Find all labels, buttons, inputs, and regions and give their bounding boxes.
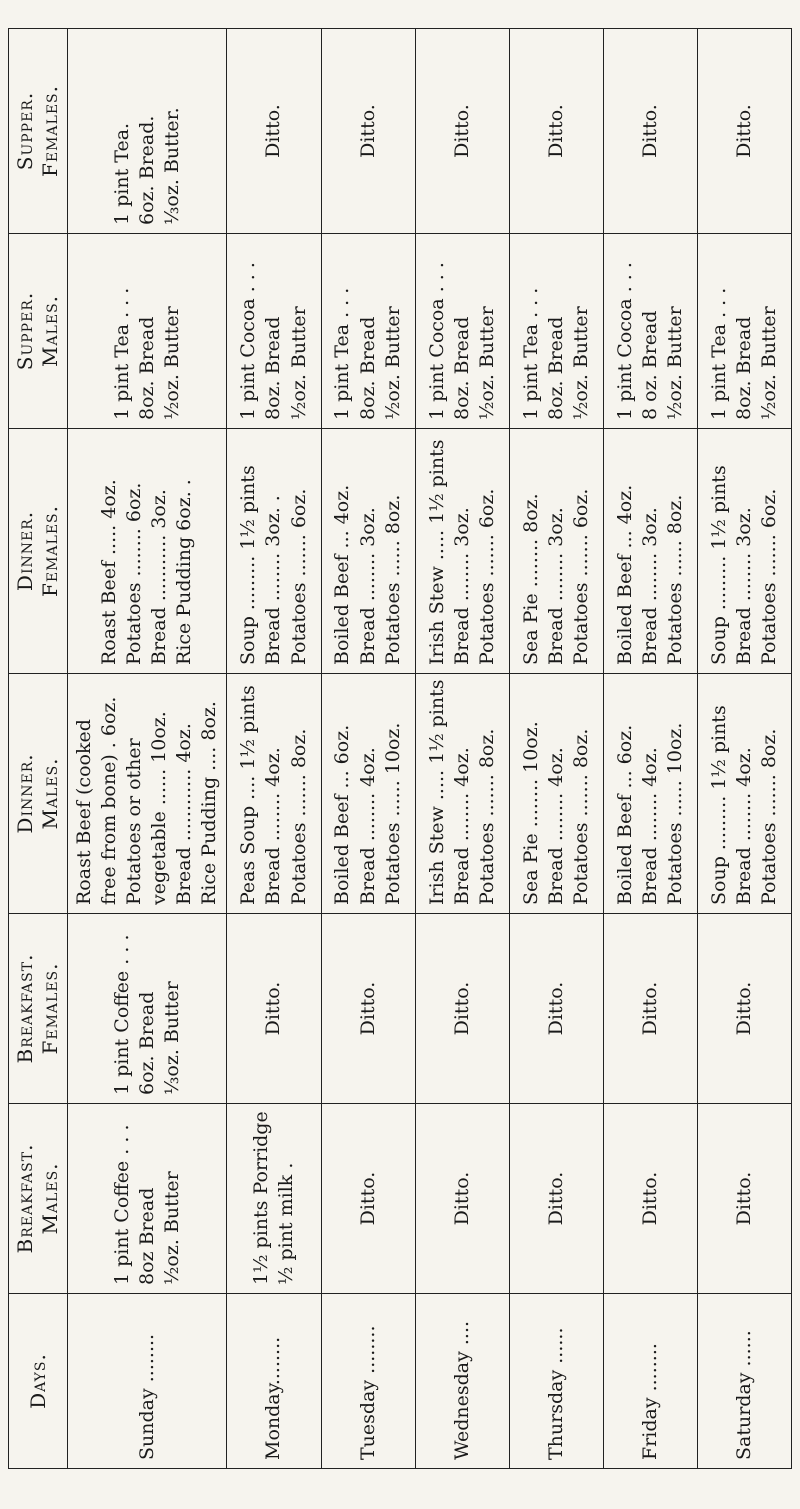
cell-dinner-males [68, 674, 227, 914]
header-line: Supper. [13, 91, 37, 171]
diet-body [68, 29, 792, 1469]
cell-line: 1 pint Tea . . . [110, 287, 133, 420]
cell-line: Potatoes or other [123, 738, 146, 905]
cell-breakfast-males [227, 1104, 321, 1294]
cell-line: Ditto. [732, 104, 755, 158]
cell-supper-males [321, 234, 415, 429]
header-supper-males [9, 234, 68, 429]
header-dinner-females [9, 429, 68, 674]
cell-line: 6oz. Bread. [135, 115, 158, 225]
cell-line: Roast Beef ..... 4oz. [98, 479, 121, 665]
cell-line: Potatoes ...... 10oz. [663, 722, 686, 905]
cell-line: Ditto. [544, 981, 567, 1036]
header-line: Breakfast. [13, 1143, 37, 1254]
cell-line: 1½ pints Porridge [249, 1111, 272, 1285]
cell-breakfast-males [68, 1104, 227, 1294]
cell-line: Potatoes ...... 8oz. [381, 494, 404, 665]
cell-supper-males [68, 234, 227, 429]
cell-line: Ditto. [356, 104, 379, 158]
cell-line: Boiled Beef ... 4oz. [331, 484, 354, 665]
cell-dinner-males [227, 674, 321, 914]
cell-dinner-males [415, 674, 509, 914]
cell-day: Sunday ........ [68, 1294, 227, 1469]
cell-line: Bread ........ 3oz. [544, 507, 567, 665]
cell-supper-males [227, 234, 321, 429]
cell-line: Soup ......... 1½ pints [707, 705, 730, 905]
cell-line: 1 pint Tea. [110, 122, 133, 225]
table-row [509, 29, 603, 1469]
cell-dinner-females [321, 429, 415, 674]
header-line: Breakfast. [13, 953, 37, 1064]
cell-line: 8oz. Bread [732, 316, 755, 420]
header-breakfast-males [9, 1104, 68, 1294]
cell-line: Ditto. [638, 1171, 661, 1226]
cell-breakfast-females [68, 914, 227, 1104]
cell-breakfast-females [415, 914, 509, 1104]
cell-line: Bread ........... 3oz. [148, 489, 171, 665]
cell-line: free from bone) . 6oz. [98, 696, 121, 905]
cell-line: 8oz. Bread [262, 316, 285, 420]
cell-line: ½oz. Butter [663, 306, 686, 420]
header-line: Supper. [13, 291, 37, 371]
header-line: Females. [38, 505, 62, 598]
cell-line: ½oz. Butter [287, 306, 310, 420]
cell-line: Boiled Beef ... 6oz. [331, 724, 354, 905]
header-line: Males. [38, 757, 62, 830]
cell-line: Potatoes ....... 6oz. [287, 488, 310, 665]
cell-line: Ditto. [262, 981, 285, 1036]
cell-line: Bread ........ 4oz. [356, 747, 379, 905]
cell-dinner-females [697, 429, 791, 674]
header-line: Males. [38, 294, 62, 368]
header-dinner-males [9, 674, 68, 914]
cell-breakfast-females [321, 914, 415, 1104]
cell-line: Ditto. [732, 981, 755, 1036]
header-line: Dinner. [13, 753, 37, 834]
cell-line: 8oz. Bread [356, 316, 379, 420]
cell-line: 8oz. Bread [544, 316, 567, 420]
cell-line: Roast Beef (cooked [73, 719, 95, 905]
cell-line: Potatoes ....... 8oz. [475, 728, 498, 905]
cell-line: Bread ........ 3oz. [638, 507, 661, 665]
cell-breakfast-females [603, 914, 697, 1104]
cell-breakfast-males [603, 1104, 697, 1294]
cell-line: 8oz. Bread [450, 316, 473, 420]
cell-breakfast-females [697, 914, 791, 1104]
cell-breakfast-females [227, 914, 321, 1104]
table-row [68, 29, 227, 1469]
header-line: Females. [38, 962, 62, 1055]
cell-line: Irish Stew ..... 1½ pints [425, 439, 448, 665]
cell-line: Sea Pie ........ 8oz. [519, 493, 542, 665]
cell-line: Bread ........ 4oz. [638, 747, 661, 905]
cell-line: 1 pint Tea . . . [331, 287, 354, 420]
cell-line: Ditto. [450, 1171, 473, 1226]
cell-line: Ditto. [638, 104, 661, 158]
cell-line: ⅓oz. Butter [160, 981, 183, 1095]
cell-line: Peas Soup .... 1½ pints [237, 685, 260, 905]
cell-line: ½ pint milk . [275, 1162, 297, 1285]
cell-line: 1 pint Cocoa . . . [237, 262, 260, 420]
cell-line: Ditto. [262, 104, 285, 158]
cell-day: Wednesday .... [415, 1294, 509, 1469]
cell-line: Bread ........ 3oz. . [262, 495, 285, 665]
cell-line: Sea Pie ........ 10oz. [519, 721, 542, 905]
cell-breakfast-males [509, 1104, 603, 1294]
cell-line: Ditto. [544, 104, 567, 158]
cell-line: 1 pint Tea . . . [519, 287, 542, 420]
cell-supper-females [227, 29, 321, 234]
table-row [415, 29, 509, 1469]
cell-line: Boiled Beef ... 4oz. [613, 484, 636, 665]
cell-line: Potatoes ....... 6oz. [757, 488, 780, 665]
cell-line: Ditto. [356, 981, 379, 1036]
table-row [321, 29, 415, 1469]
table-row [697, 29, 791, 1469]
cell-day: Monday........ [227, 1294, 321, 1469]
cell-line: ⅓oz. Butter. [160, 107, 183, 225]
cell-line: 8oz. Bread [135, 316, 158, 420]
cell-dinner-males [697, 674, 791, 914]
cell-dinner-females [509, 429, 603, 674]
cell-line: Bread ........ 4oz. [544, 747, 567, 905]
header-row [9, 29, 68, 1469]
cell-line: Potatoes ....... 6oz. [475, 488, 498, 665]
cell-day: Saturday ...... [697, 1294, 791, 1469]
cell-line: ½oz. Butter [569, 306, 592, 420]
header-supper-females [9, 29, 68, 234]
cell-breakfast-males [321, 1104, 415, 1294]
cell-line: Potatoes ...... 10oz. [381, 722, 404, 905]
table-row [227, 29, 321, 1469]
cell-line: 6oz. Bread [135, 991, 158, 1095]
cell-line: Potatoes ....... 8oz. [757, 728, 780, 905]
cell-line: Potatoes ........ 6oz. [123, 482, 146, 665]
cell-breakfast-females [509, 914, 603, 1104]
cell-breakfast-males [415, 1104, 509, 1294]
cell-line: ½oz. Butter [381, 306, 404, 420]
cell-line: ½oz. Butter [475, 306, 498, 420]
cell-dinner-males [321, 674, 415, 914]
cell-dinner-females [68, 429, 227, 674]
cell-line: Bread ........ 4oz. [450, 747, 473, 905]
cell-dinner-females [415, 429, 509, 674]
cell-supper-males [415, 234, 509, 429]
cell-line: Soup ......... 1½ pints [237, 465, 260, 665]
cell-dinner-females [603, 429, 697, 674]
cell-line: ½oz. Butter [160, 1171, 183, 1285]
diet-table [8, 28, 792, 1469]
cell-supper-females [415, 29, 509, 234]
table-row [603, 29, 697, 1469]
cell-line: Ditto. [450, 981, 473, 1036]
cell-dinner-males [603, 674, 697, 914]
cell-line: Ditto. [450, 104, 473, 158]
cell-line: Rice Pudding 6oz. . [173, 479, 196, 665]
cell-line: 1 pint Cocoa . . . [425, 262, 448, 420]
cell-line: Ditto. [544, 1171, 567, 1226]
cell-line: Bread ........ 4oz. [262, 747, 285, 905]
cell-supper-females [321, 29, 415, 234]
cell-supper-females [68, 29, 227, 234]
cell-line: Potatoes ....... 6oz. [569, 488, 592, 665]
cell-line: Boiled Beef ... 6oz. [613, 724, 636, 905]
header-line: Males. [38, 1162, 62, 1235]
cell-line: Soup ......... 1½ pints [707, 465, 730, 665]
cell-line: Bread ........ 3oz. [356, 507, 379, 665]
cell-line: ½oz. Butter [160, 306, 183, 420]
cell-line: 1 pint Coffee . . . [110, 1124, 133, 1285]
cell-line: Rice Pudding .... 8oz. [198, 701, 221, 905]
cell-day: Tuesday ........ [321, 1294, 415, 1469]
cell-line: 8 oz. Bread [638, 310, 661, 420]
header-line: Females. [38, 85, 62, 178]
cell-supper-males [603, 234, 697, 429]
cell-line: 8oz Bread [135, 1187, 158, 1285]
cell-supper-females [603, 29, 697, 234]
cell-supper-females [509, 29, 603, 234]
cell-line: Ditto. [638, 981, 661, 1036]
cell-line: 1 pint Cocoa . . . [613, 262, 636, 420]
header-line: Dinner. [13, 510, 37, 592]
cell-dinner-females [227, 429, 321, 674]
header-breakfast-females [9, 914, 68, 1104]
cell-supper-females [697, 29, 791, 234]
cell-line: Bread ........ 4oz. [732, 747, 755, 905]
cell-line: Bread ........ 3oz. [732, 507, 755, 665]
cell-line: Potatoes ....... 8oz. [569, 728, 592, 905]
cell-line: 1 pint Tea . . . [707, 287, 730, 420]
cell-dinner-males [509, 674, 603, 914]
header-days: Days. [9, 1294, 68, 1469]
cell-day: Friday ........ [603, 1294, 697, 1469]
cell-line: Ditto. [732, 1171, 755, 1226]
cell-line: Irish Stew ..... 1½ pints [425, 679, 448, 905]
cell-line: vegetable ...... 10oz. [148, 711, 171, 905]
cell-line: Ditto. [356, 1171, 379, 1226]
cell-line: Potatoes ....... 8oz. [287, 728, 310, 905]
cell-line: Bread ........ 3oz. [450, 507, 473, 665]
cell-line: ½oz. Butter [757, 306, 780, 420]
cell-supper-males [697, 234, 791, 429]
cell-line: Bread ............ 4oz. [173, 723, 196, 905]
cell-breakfast-males [697, 1104, 791, 1294]
cell-day: Thursday ...... [509, 1294, 603, 1469]
cell-supper-males [509, 234, 603, 429]
cell-line: 1 pint Coffee . . . [110, 934, 133, 1095]
cell-line: Potatoes ...... 8oz. [663, 494, 686, 665]
